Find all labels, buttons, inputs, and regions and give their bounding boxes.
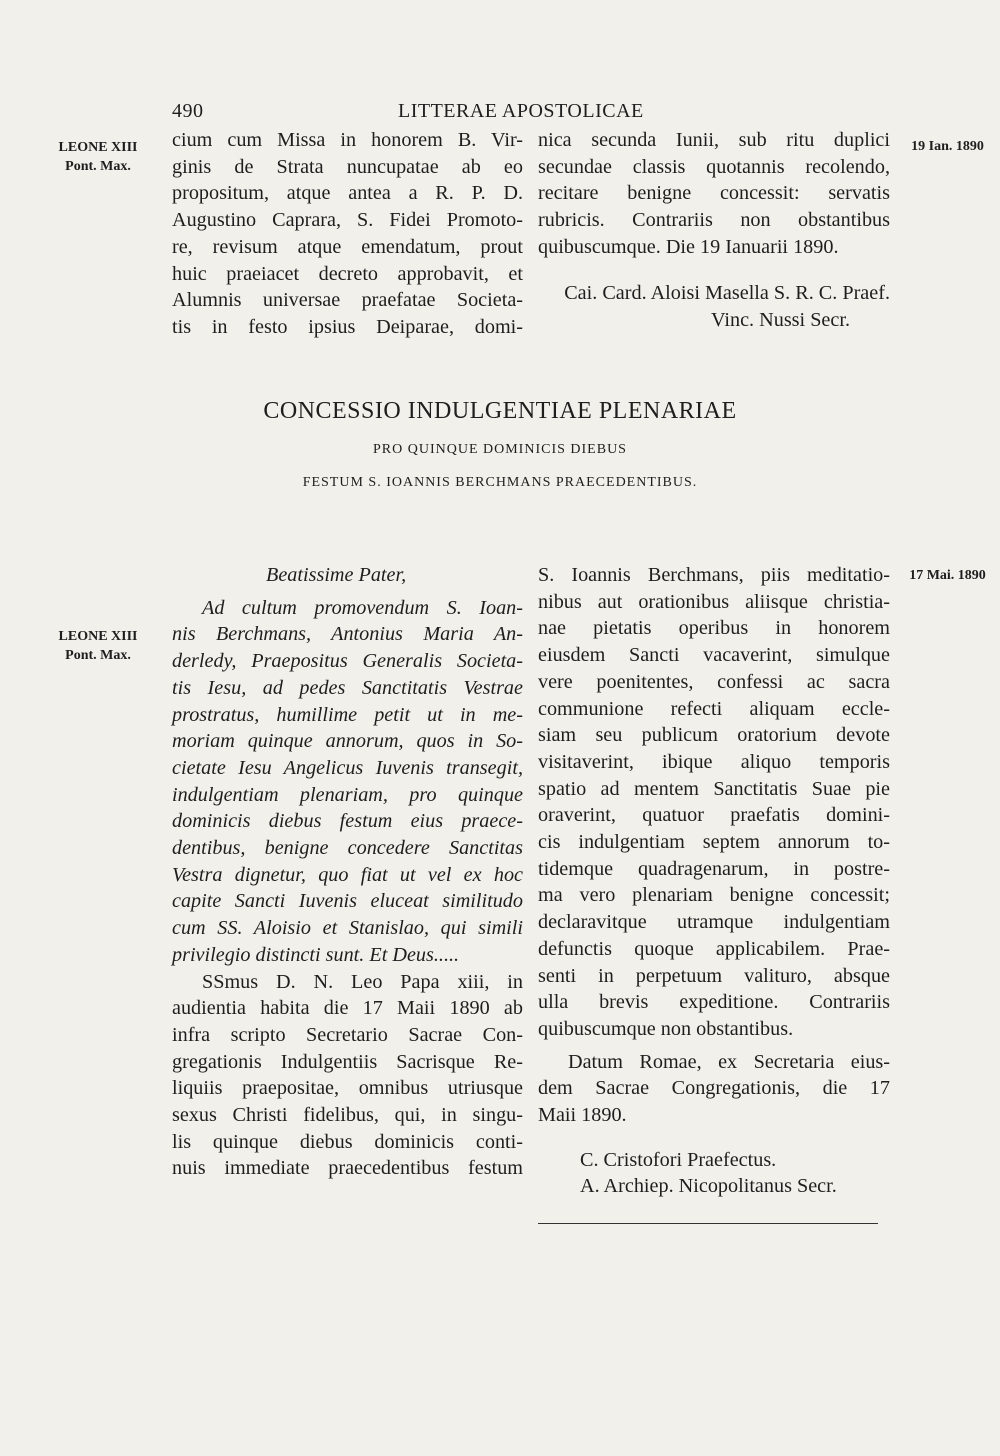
- text-line: dominicis diebus festum eius praece-: [172, 810, 523, 833]
- text-line: ma vero plenariam benigne concessit;: [538, 884, 890, 907]
- text-line: quibuscumque. Die 19 Ianuarii 1890.: [538, 235, 839, 258]
- text-line: ulla brevis expeditione. Contrariis: [538, 991, 890, 1014]
- text-line: dentibus, benigne concedere Sanctitas: [172, 837, 523, 860]
- text-line: huic praeiacet decreto approbavit, et: [172, 262, 523, 285]
- margin-note-line: Pont. Max.: [65, 159, 131, 174]
- margin-note-pope-mid: [38, 627, 158, 665]
- section-subtitle-1: PRO QUINQUE DOMINICIS DIEBUS: [373, 442, 627, 457]
- text-line: defunctis quoque applicabilem. Prae-: [538, 937, 890, 960]
- text-line: nis Berchmans, Antonius Maria An-: [172, 623, 523, 646]
- text-line: secundae classis quotannis recolendo,: [538, 155, 890, 178]
- text-line: propositum, atque antea a R. P. D.: [172, 182, 523, 205]
- text-line: cum SS. Aloisio et Stanislao, qui simili: [172, 917, 523, 940]
- text-line: senti in perpetuum valituro, absque: [538, 964, 890, 987]
- text-line: communione refecti aliquam eccle-: [538, 697, 890, 720]
- text-line: visitaverint, ibique aliquo temporis: [538, 750, 890, 773]
- text-line: sexus Christi fidelibus, qui, in singu-: [172, 1104, 523, 1127]
- text-line: nae pietatis operibus in honorem: [538, 617, 890, 640]
- margin-note-line: Pont. Max.: [65, 648, 131, 663]
- text-line: audientia habita die 17 Maii 1890 ab: [172, 997, 523, 1020]
- text-line: re, revisum atque emendatum, prout: [172, 235, 523, 258]
- text-line: oraverint, quatuor praefatis domini-: [538, 804, 890, 827]
- closing-signatures: [538, 1147, 890, 1200]
- margin-note-pope-top: [38, 138, 158, 176]
- petition: [172, 595, 523, 969]
- text-line: Maii 1890.: [538, 1104, 627, 1127]
- signature-prefect: C. Cristofori Praefectus.: [580, 1148, 777, 1171]
- text-line: tis Iesu, ad pedes Sanctitatis Vestrae: [172, 676, 523, 699]
- text-line: eiusdem Sancti vacaverint, simulque: [538, 644, 890, 667]
- text-line: declaravitque utramque indulgentiam: [538, 911, 890, 934]
- text-line: nica secunda Iunii, sub ritu duplici: [538, 129, 890, 151]
- text-line: prostratus, humillime petit ut in me-: [172, 703, 523, 726]
- text-line: cis indulgentiam septem annorum to-: [538, 831, 890, 854]
- text-line: gregationis Indulgentiis Sacrisque Re-: [172, 1050, 523, 1073]
- signature-secretary: A. Archiep. Nicopolitanus Secr.: [580, 1175, 837, 1198]
- section-subtitle-2: FESTUM S. IOANNIS BERCHMANS PRAECEDENTIBUS.: [302, 475, 698, 490]
- top-right-column: [538, 127, 890, 261]
- datum: [538, 1049, 890, 1129]
- margin-date-mid: 17 Mai. 1890: [909, 568, 986, 583]
- text-line: dem Sacrae Congregationis, die 17: [538, 1077, 890, 1100]
- text-line: tidemque quadragenarum, in postre-: [538, 857, 890, 880]
- text-line: ginis de Strata nuncupatae ab eo: [172, 155, 523, 178]
- running-title: LITTERAE APOSTOLICAE: [398, 100, 644, 122]
- signature-secretary: Vinc. Nussi Secr.: [711, 308, 850, 331]
- text-line: privilegio distincti sunt. Et Deus.....: [172, 943, 460, 966]
- text-line: vere poenitentes, confessi ac sacra: [538, 670, 890, 693]
- main-right-column: [538, 562, 890, 1200]
- top-signatures: [538, 280, 890, 333]
- text-line: moriam quinque annorum, quos in So-: [172, 730, 523, 753]
- text-line: rubricis. Contrariis non obstantibus: [538, 209, 890, 232]
- text-line: liquiis praepositae, omnibus utriusque: [172, 1077, 523, 1100]
- text-line: Ad cultum promovendum S. Ioan-: [202, 596, 523, 619]
- text-line: recitare benigne concessit: servatis: [538, 182, 890, 205]
- text-line: nibus aut orationibus aliisque christia-: [538, 590, 890, 613]
- text-line: siam seu publicum oratorium devote: [538, 724, 890, 747]
- main-left-column: [172, 562, 523, 1182]
- text-line: derledy, Praepositus Generalis Societa-: [172, 650, 523, 673]
- text-line: cium cum Missa in honorem B. Vir-: [172, 129, 523, 151]
- text-line: SSmus D. N. Leo Papa xiii, in: [202, 970, 523, 993]
- text-line: Augustino Caprara, S. Fidei Promoto-: [172, 209, 523, 232]
- margin-note-line: LEONE XIII: [58, 629, 138, 644]
- top-left-column: [172, 127, 523, 341]
- text-line: cietate Iesu Angelicus Iuvenis transegit,: [172, 756, 523, 779]
- response: [172, 969, 523, 1183]
- text-line: Alumnis universae praefatae Societa-: [172, 289, 523, 312]
- text-line: quibuscumque non obstantibus.: [538, 1017, 794, 1040]
- text-line: Vestra dignetur, quo fiat ut vel ex hoc: [172, 863, 523, 886]
- text-line: Datum Romae, ex Secretaria eius-: [568, 1050, 890, 1073]
- footer-rule: [538, 1223, 878, 1224]
- signature-prefect: Cai. Card. Aloisi Masella S. R. C. Praef.: [564, 282, 890, 304]
- text-line: spatio ad mentem Sanctitatis Suae pie: [538, 777, 890, 800]
- text-line: S. Ioannis Berchmans, piis meditatio-: [538, 564, 890, 586]
- salutation: Beatissime Pater,: [266, 564, 407, 586]
- text-line: lis quinque diebus dominicis conti-: [172, 1130, 523, 1153]
- text-line: capite Sancti Iuvenis eluceat similitudo: [172, 890, 523, 913]
- section-title: CONCESSIO INDULGENTIAE PLENARIAE: [263, 398, 737, 424]
- text-line: tis in festo ipsius Deiparae, domi-: [172, 315, 523, 338]
- margin-date-top: 19 Ian. 1890: [911, 139, 984, 154]
- text-line: indulgentiam plenariam, pro quinque: [172, 783, 523, 806]
- text-line: nuis immediate praecedentibus festum: [172, 1157, 523, 1180]
- page-number: 490: [172, 100, 204, 122]
- text-line: infra scripto Secretario Sacrae Con-: [172, 1023, 523, 1046]
- margin-note-line: LEONE XIII: [58, 140, 138, 155]
- body: [538, 562, 890, 1043]
